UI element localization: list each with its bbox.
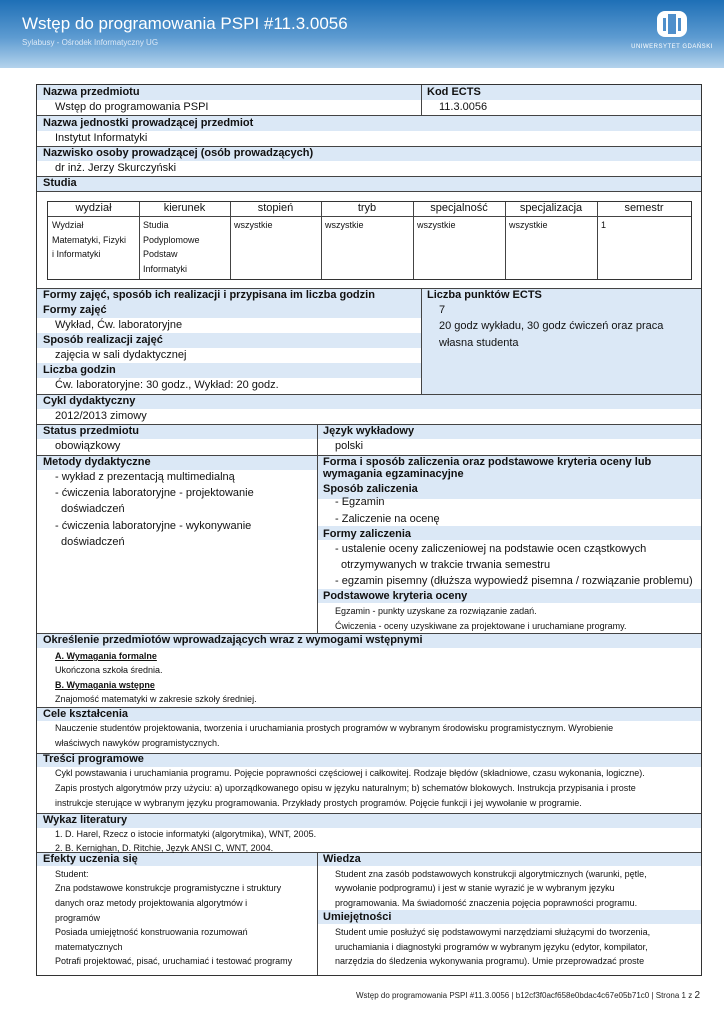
- zal-kryteria-item: Ćwiczenia - oceny uzyskiwane za projektowane i uruchamiane programy.: [335, 621, 627, 631]
- umiejetnosci-line: narzędzia do śledzenia wykonywania programu). Umie przeprowadzać proste: [335, 956, 645, 966]
- studia-table: [47, 201, 692, 280]
- wymagania-wstepne-label: B. Wymagania wstępne: [55, 680, 155, 690]
- zal-title: Forma i sposób zaliczenia oraz podstawowe kryteria oceny lub: [323, 456, 652, 468]
- studia-header-cell: stopień: [257, 202, 294, 214]
- studia-header-cell: tryb: [357, 202, 377, 214]
- subject-name-label: Nazwa przedmiotu: [43, 86, 140, 98]
- ects-points-label: Liczba punktów ECTS: [427, 289, 542, 301]
- formy-title: Formy zajęć, sposób ich realizacji i przypisana im liczba godzin: [43, 289, 375, 301]
- efekty-line: Zna podstawowe konstrukcje programistyczne i struktury: [55, 883, 282, 893]
- page-title: Wstęp do programowania PSPI #11.3.0056: [22, 14, 348, 33]
- status-label: Status przedmiotu: [43, 425, 139, 437]
- zal-kryteria-label: Podstawowe kryteria oceny: [323, 590, 468, 602]
- zal-formy-item: - egzamin pisemny (dłuższa wypowiedź pisemna / rozwiązanie problemu): [335, 575, 693, 587]
- metody-line: doświadczeń: [61, 503, 125, 515]
- zal-sposob-label: Sposób zaliczenia: [323, 483, 418, 495]
- liczba-godzin-value: Ćw. laboratoryjne: 30 godz., Wykład: 20 godz.: [55, 379, 279, 391]
- syllabus-table: [36, 84, 702, 976]
- efekty-line: Potrafi projektować, pisać, uruchamiać i testować programy: [55, 956, 293, 966]
- studia-cell-line: Wydział: [52, 220, 84, 230]
- umiejetnosci-label: Umiejętności: [323, 911, 392, 923]
- studia-header-cell: kierunek: [163, 202, 206, 214]
- studia-cell-line: Informatyki: [143, 263, 188, 274]
- formy-zajec-label: Formy zajęć: [43, 304, 107, 316]
- page-header: [0, 0, 724, 68]
- studia-label: Studia: [43, 177, 77, 189]
- teacher-value: dr inż. Jerzy Skurczyński: [55, 162, 177, 174]
- formy-zajec-value: Wykład, Ćw. laboratoryjne: [55, 319, 183, 331]
- zal-formy-item: otrzymywanych w trakcie trwania semestru: [341, 559, 551, 571]
- sposob-realizacji-value: zajęcia w sali dydaktycznej: [55, 349, 187, 361]
- wymagania-formalne-value: Ukończona szkoła średnia.: [55, 665, 163, 675]
- literatura-item: 2. B. Kernighan, D. Ritchie, Język ANSI C, WNT, 2004.: [55, 843, 274, 853]
- metody-line: - ćwiczenia laboratoryjne - wykonywanie: [55, 520, 252, 532]
- efekty-line: programów: [55, 913, 101, 923]
- literatura-item: 1. D. Harel, Rzecz o istocie informatyki (algorytmika), WNT, 2005.: [55, 829, 317, 839]
- efekty-label: Efekty uczenia się: [43, 853, 138, 865]
- cykl-label: Cykl dydaktyczny: [43, 395, 136, 407]
- unit-value: Instytut Informatyki: [55, 132, 148, 144]
- jezyk-label: Język wykładowy: [323, 425, 415, 437]
- ects-code-value: 11.3.0056: [439, 101, 488, 113]
- wiedza-line: programowania. Ma świadomość znaczenia pojęcia poprawności programu.: [335, 898, 638, 908]
- umiejetnosci-line: uruchamiania i diagnostyki programów w wybranym języku (edytor, kompilator,: [335, 942, 648, 952]
- studia-cell-line: wszystkie: [509, 220, 548, 230]
- wiedza-line: Student zna zasób podstawowych konstrukcji algorytmicznych (warunki, pętle,: [335, 869, 647, 879]
- studia-cell-line: wszystkie: [325, 220, 364, 230]
- subject-name-value: Wstęp do programowania PSPI: [55, 101, 209, 113]
- efekty-line: danych oraz metody projektowania algorytmów i: [55, 898, 248, 908]
- umiejetnosci-line: Student umie posłużyć się podstawowymi narzędziami służącymi do tworzenia,: [335, 927, 651, 937]
- studia-header-cell: specjalność: [430, 202, 488, 214]
- zal-sposob-item: - Zaliczenie na ocenę: [335, 513, 440, 525]
- tresci-line: Cykl powstawania i uruchamiania programu. Pojęcie poprawności częściowej i całkowitej. Rodzaje błędów (składniowe, czasu wykonania, logiczne).: [55, 768, 645, 778]
- efekty-line: Posiada umiejętność konstruowania rozumowań: [55, 927, 248, 937]
- footer-text: Wstęp do programowania PSPI #11.3.0056 | b12cf3f0acf658e0bdac4c67e05b71c0 | Strona 1 z: [355, 991, 695, 1000]
- wymagania-label: Określenie przedmiotów wprowadzających wraz z wymogami wstępnymi: [43, 634, 423, 646]
- ects-points-value: 7: [439, 304, 446, 316]
- sposob-realizacji-label: Sposób realizacji zajęć: [43, 334, 163, 346]
- unit-label: Nazwa jednostki prowadzącej przedmiot: [43, 117, 254, 129]
- wiedza-line: wywołanie podprogramu) i jest w stanie wyrazić je w wybranym języku: [335, 883, 615, 893]
- tresci-label: Treści programowe: [43, 753, 144, 765]
- page-subtitle: Sylabusy - Ośrodek Informatyczny UG: [22, 38, 159, 47]
- wymagania-wstepne-value: Znajomość matematyki w zakresie szkoły średniej.: [55, 694, 257, 704]
- efekty-line: matematycznych: [55, 942, 123, 952]
- studia-cell-line: wszystkie: [417, 220, 456, 230]
- efekty-line: Student:: [55, 869, 89, 879]
- studia-header-cell: specjalizacja: [519, 202, 583, 214]
- zal-title-cont: wymagania egzaminacyjne: [323, 468, 464, 480]
- ects-code-label: Kod ECTS: [427, 86, 481, 98]
- metody-line: - ćwiczenia laboratoryjne - projektowanie: [55, 487, 254, 499]
- cele-line: Nauczenie studentów projektowania, tworzenia i uruchamiania prostych programów w wybranym środowisku programistycznym. Wyrobienie: [55, 723, 614, 733]
- university-crest-icon: [654, 8, 690, 40]
- studia-cell-line: Matematyki, Fizyki: [52, 234, 127, 245]
- page-footer: [0, 990, 700, 1001]
- wiedza-label: Wiedza: [323, 853, 361, 865]
- zal-formy-label: Formy zaliczenia: [323, 528, 412, 540]
- cele-label: Cele kształcenia: [43, 708, 128, 720]
- zal-sposob-item: - Egzamin: [335, 496, 385, 508]
- cele-line: właściwych nawyków programistycznych.: [55, 738, 220, 748]
- studia-cell-line: i Informatyki: [52, 249, 101, 259]
- studia-cell-line: Podyplomowe: [143, 234, 200, 245]
- liczba-godzin-label: Liczba godzin: [43, 364, 116, 376]
- tresci-line: Zapis prostych algorytmów przy użyciu: a) uporządkowanego opisu w języku naturalnym; b) schematów blokowych. Instrukcja przypisania i proste: [55, 783, 636, 793]
- studia-cell-line: Studia: [143, 220, 169, 230]
- studia-header-cell: wydział: [75, 202, 112, 214]
- status-value: obowiązkowy: [55, 440, 121, 452]
- studia-header-cell: semestr: [624, 202, 664, 214]
- ects-desc-line: 20 godz wykładu, 30 godz ćwiczeń oraz praca: [439, 320, 664, 332]
- studia-cell-line: Podstaw: [143, 249, 178, 259]
- metody-label: Metody dydaktyczne: [43, 456, 151, 468]
- zal-formy-item: - ustalenie oceny zaliczeniowej na podstawie ocen cząstkowych: [335, 543, 647, 555]
- teacher-label: Nazwisko osoby prowadzącej (osób prowadzących): [43, 147, 314, 159]
- logo-text: UNIWERSYTET GDAŃSKI: [631, 44, 713, 50]
- zal-kryteria-item: Egzamin - punkty uzyskane za rozwiązanie zadań.: [335, 606, 537, 616]
- cykl-value: 2012/2013 zimowy: [55, 410, 147, 422]
- jezyk-value: polski: [335, 440, 364, 452]
- metody-line: doświadczeń: [61, 536, 125, 548]
- footer-page-count: 2: [694, 990, 700, 1001]
- wymagania-formalne-label: A. Wymagania formalne: [55, 651, 157, 661]
- ects-desc-line: własna studenta: [439, 337, 519, 349]
- university-logo: [624, 6, 720, 54]
- metody-line: - wykład z prezentacją multimedialną: [55, 471, 235, 483]
- studia-cell-line: wszystkie: [234, 220, 273, 230]
- tresci-line: instrukcje sterujące w wybranym języku programowania. Przykłady prostych programów. Pojęcie funkcji i jej wywołanie w programie.: [55, 798, 582, 808]
- literatura-label: Wykaz literatury: [43, 814, 128, 826]
- studia-cell-line: 1: [601, 220, 607, 230]
